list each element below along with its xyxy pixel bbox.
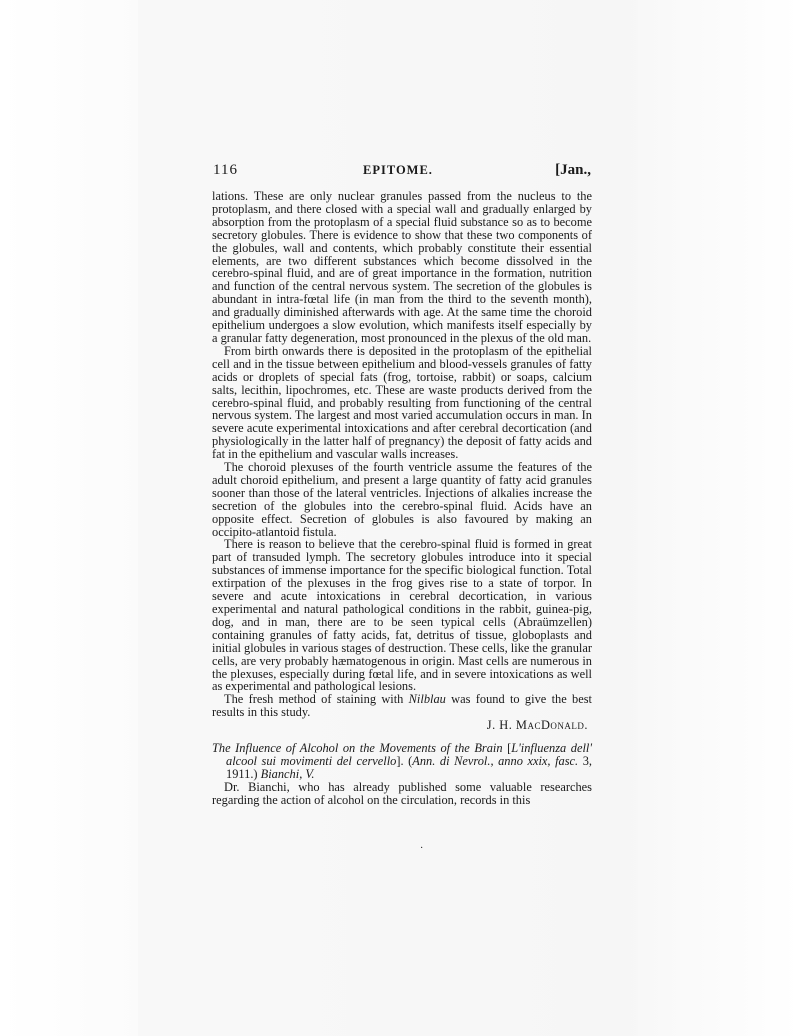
citation-bracket-open: [	[502, 741, 512, 756]
running-title: EPITOME.	[363, 163, 433, 177]
citation-title-italian: L'influenza dell' alcool sui movimenti del cervello	[226, 741, 592, 768]
paragraph-1: lations. These are only nuclear granules passed from the nucleus to the protoplasm, and there closed with a special wall and gradually enlarged by absorption from the protoplasm of a special fluid substance so as to become secretory globules. There is evidence to show that these two components of the globules, wall and contents, which probably constitute their essential elements, are two different substances which become dissolved in the cerebro-spinal fluid, and are of great importance in the formation, nutrition and function of the central nervous system. The secretion of the globules is abundant in intra-fœtal life (in man from the third to the seventh month), and gradually diminished afterwards with age. At the same time the choroid epithelium undergoes a slow evolution, which manifests itself especially by a granular fatty degeneration, most pronounced in the plexus of the old man.	[212, 189, 592, 345]
paragraph-2: From birth onwards there is deposited in the protoplasm of the epithelial cell and in the tissue between epithelium and blood-vessels granules of fatty acids or droplets of special fats (frog, tortoise, rabbit) or soaps, calcium salts, lecithin, lipochromes, etc. These are waste products derived from the cerebro-spinal fluid, and probably resulting from functioning of the central nervous system. The largest and most varied accumulation occurs in man. In severe acute experimental intoxications and after cerebral decortication (and physiologically in the latter half of pregnancy) the deposit of fatty acids and fat in the epithelium and vascular walls increases.	[212, 343, 592, 462]
citation-issue: 3, 1911.)	[226, 753, 592, 781]
article-citation	[212, 742, 592, 781]
citation-author: Bianchi, V.	[260, 766, 315, 781]
body-text	[212, 190, 592, 807]
page-header	[213, 162, 591, 184]
paragraph-5-text-end: was found to give the best results in this study.	[212, 692, 592, 720]
paragraph-5-text: The fresh method of staining with	[224, 692, 409, 707]
citation-bracket-close: ]. (	[396, 753, 413, 768]
paragraph-3: The choroid plexuses of the fourth ventricle assume the features of the adult choroid epithelium, and present a large quantity of fatty acid granules sooner than those of the lateral ventricles. Injections of alkalies increase the secretion of the globules into the cerebro-spinal fluid. Acids have an opposite effect. Secretion of globules is also favoured by making an occipito-atlantoid fistula.	[212, 460, 592, 539]
citation-title-english: The Influence of Alcohol on the Movements of the Brain	[212, 741, 503, 756]
signature-row	[212, 719, 592, 732]
author-signature: J. H. MacDonald.	[486, 718, 588, 733]
paragraph-6: Dr. Bianchi, who has already published some valuable researches regarding the action of alcohol on the circulation, records in this	[212, 779, 592, 807]
citation-journal: Ann. di Nevrol., anno xxix, fasc.	[412, 753, 579, 768]
stain-name: Nilblau	[408, 692, 446, 707]
stray-mark: ·	[420, 843, 424, 854]
paragraph-4: There is reason to believe that the cerebro-spinal fluid is formed in great part of transuded lymph. The secretory globules introduce into it special substances of immense importance for the specific biological function. Total extirpation of the plexuses in the frog gives rise to a state of torpor. In severe and acute intoxications in cerebral decortication, in various experimental and natural pathological conditions in the rabbit, guinea-pig, dog, and in man, there are to be seen typical cells (Abraümzellen) containing granules of fatty acids, fat, detritus of tissue, globoplasts and initial globules in various stages of destruction. These cells, like the granular cells, are very probably hæmatogenous in origin. Mast cells are numerous in the plexuses, especially during fœtal life, and in severe intoxications as well as experimental and pathological lesions.	[212, 537, 593, 694]
header-date: [Jan.,	[555, 162, 591, 178]
paragraph-5	[212, 693, 592, 719]
page-number: 116	[213, 162, 238, 178]
